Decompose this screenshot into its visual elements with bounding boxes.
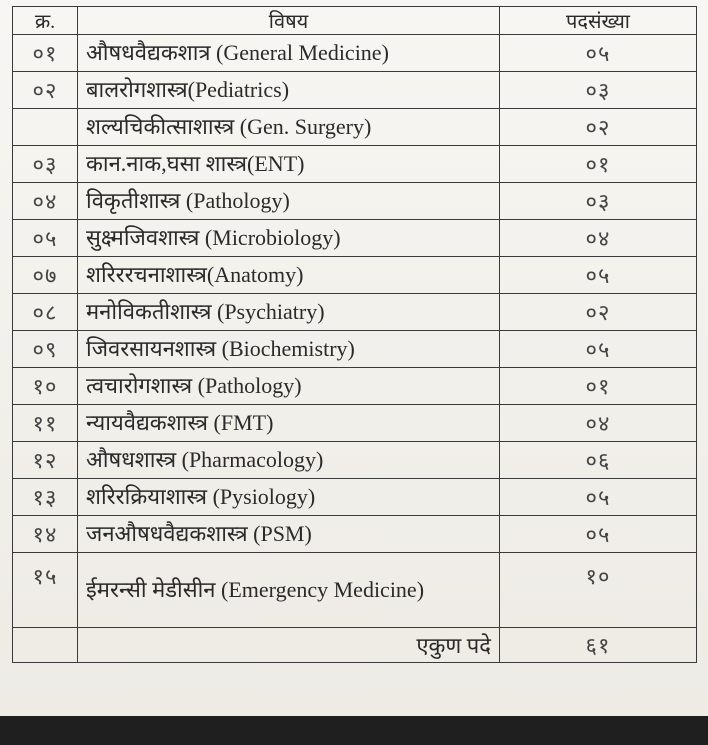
row-serial: ०१ — [13, 35, 78, 72]
row-subject: शल्यचिकीत्साशास्त्र (Gen. Surgery) — [78, 109, 500, 146]
header-subject: विषय — [78, 7, 500, 35]
posts-table — [12, 6, 697, 663]
table-row — [13, 257, 697, 294]
table-row — [13, 72, 697, 109]
row-posts: ०१ — [500, 368, 697, 405]
row-serial: ०४ — [13, 183, 78, 220]
row-posts: ०४ — [500, 220, 697, 257]
row-subject: शरिररचनाशास्त्र(Anatomy) — [78, 257, 500, 294]
row-subject: शरिरक्रियाशास्त्र (Pysiology) — [78, 479, 500, 516]
row-posts: ०६ — [500, 442, 697, 479]
row-posts: ०५ — [500, 35, 697, 72]
header-serial: क्र. — [13, 7, 78, 35]
table-row — [13, 294, 697, 331]
row-subject: त्वचारोगशास्त्र (Pathology) — [78, 368, 500, 405]
row-serial: ०२ — [13, 72, 78, 109]
row-subject: औषधवैद्यकशात्र (General Medicine) — [78, 35, 500, 72]
row-posts: ०२ — [500, 109, 697, 146]
row-serial: १३ — [13, 479, 78, 516]
row-subject: न्यायवैद्यकशास्त्र (FMT) — [78, 405, 500, 442]
row-serial: १४ — [13, 516, 78, 553]
total-label: एकुण पदे — [78, 628, 500, 663]
row-subject: बालरोगशास्त्र(Pediatrics) — [78, 72, 500, 109]
row-serial: ११ — [13, 405, 78, 442]
header-row — [13, 7, 697, 35]
total-value: ६१ — [500, 628, 697, 663]
row-posts: ०५ — [500, 331, 697, 368]
row-posts: ०२ — [500, 294, 697, 331]
row-posts: ०१ — [500, 146, 697, 183]
row-posts: ०३ — [500, 183, 697, 220]
table-row — [13, 109, 697, 146]
table-row — [13, 405, 697, 442]
row-subject: सुक्ष्मजिवशास्त्र (Microbiology) — [78, 220, 500, 257]
table-row — [13, 516, 697, 553]
table-row — [13, 146, 697, 183]
row-subject: विकृतीशास्त्र (Pathology) — [78, 183, 500, 220]
row-posts: १० — [500, 553, 697, 628]
table-row — [13, 442, 697, 479]
table-row — [13, 183, 697, 220]
row-subject: जनऔषधवैद्यकशास्त्र (PSM) — [78, 516, 500, 553]
table-row — [13, 331, 697, 368]
row-serial — [13, 109, 78, 146]
table-row — [13, 368, 697, 405]
row-serial: ०५ — [13, 220, 78, 257]
row-serial: ०८ — [13, 294, 78, 331]
row-posts: ०५ — [500, 257, 697, 294]
row-posts: ०३ — [500, 72, 697, 109]
row-serial: ०७ — [13, 257, 78, 294]
row-posts: ०५ — [500, 479, 697, 516]
row-serial: ०९ — [13, 331, 78, 368]
row-posts: ०४ — [500, 405, 697, 442]
row-subject: जिवरसायनशास्त्र (Biochemistry) — [78, 331, 500, 368]
table-row — [13, 479, 697, 516]
row-serial: १५ — [13, 553, 78, 628]
row-subject: कान.नाक,घसा शास्त्र(ENT) — [78, 146, 500, 183]
row-posts: ०५ — [500, 516, 697, 553]
total-empty-cell — [13, 628, 78, 663]
total-row — [13, 628, 697, 663]
row-subject: ईमरन्सी मेडीसीन (Emergency Medicine) — [78, 553, 500, 628]
row-serial: १२ — [13, 442, 78, 479]
table-row — [13, 220, 697, 257]
table-row — [13, 553, 697, 628]
table-row — [13, 35, 697, 72]
bottom-dark-bar — [0, 716, 708, 745]
row-subject: मनोविकतीशास्त्र (Psychiatry) — [78, 294, 500, 331]
row-serial: ०३ — [13, 146, 78, 183]
row-serial: १० — [13, 368, 78, 405]
row-subject: औषधशास्त्र (Pharmacology) — [78, 442, 500, 479]
header-posts: पदसंख्या — [500, 7, 697, 35]
